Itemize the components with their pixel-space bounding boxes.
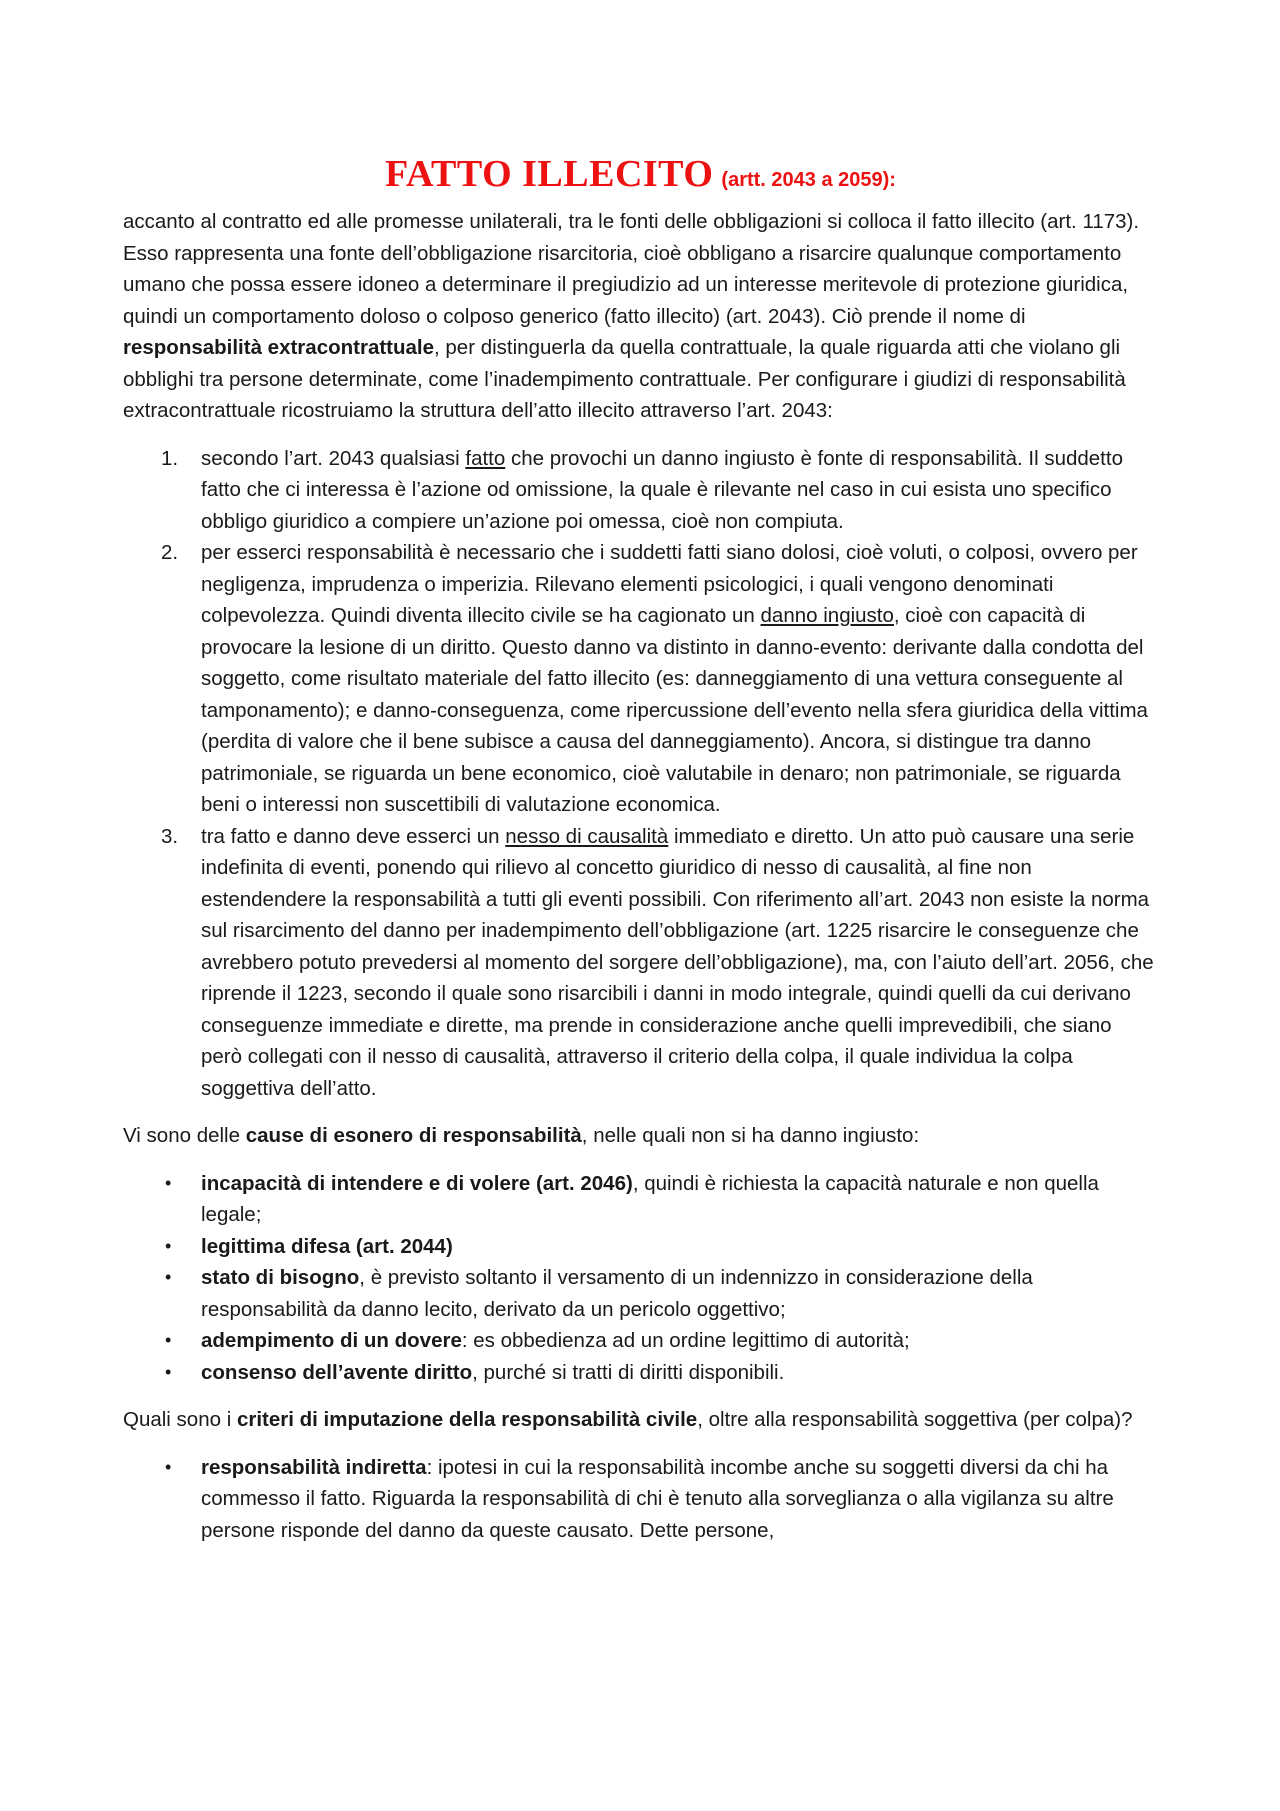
item-text: che provochi un danno ingiusto è fonte di responsabilità. Il suddetto fatto che ci interessa è l’azione od omissione, la quale è rilevante nel caso in cui esista uno specifico obbligo giuridico a compiere un’azione poi omessa, cioè non compiuta. <box>201 446 1123 533</box>
criteri-text-1: Quali sono i <box>123 1408 237 1431</box>
criteri-paragraph <box>123 1404 1158 1436</box>
bullet-text: , è previsto soltanto il versamento di un indennizzo in considerazione della responsabilità da danno lecito, derivato da un pericolo oggettivo; <box>201 1266 1033 1321</box>
list-item <box>123 1231 1158 1263</box>
list-item <box>123 537 1158 821</box>
underlined-term: danno ingiusto <box>760 604 894 627</box>
bullet-icon: • <box>165 1361 172 1382</box>
intro-text-1: accanto al contratto ed alle promesse unilaterali, tra le fonti delle obbligazioni si colloca il fatto illecito (art. 1173). Esso rappresenta una fonte dell’obbligazione risarcitoria, cioè obbligano a risarcire qualunque comportamento umano che possa essere idoneo a determinare il pregiudizio ad un interesse meritevole di protezione giuridica, quindi un comportamento doloso o colposo generico (fatto illecito) (art. 2043). Ciò prende il nome di <box>123 210 1140 328</box>
bullet-text: , quindi è richiesta la capacità naturale e non quella legale; <box>201 1171 1099 1226</box>
list-item <box>123 443 1158 538</box>
list-item <box>123 1262 1158 1325</box>
criteri-text-2: , oltre alla responsabilità soggettiva (per colpa)? <box>697 1408 1133 1431</box>
bullet-icon: • <box>165 1330 172 1350</box>
esonero-text-1: Vi sono delle <box>123 1124 246 1147</box>
numbered-list <box>123 443 1158 1105</box>
item-text: per esserci responsabilità è necessario che i suddetti fatti siano dolosi, cioè voluti, o colposi, ovvero per negligenza, imprudenza o imperizia. Rilevano elementi psicologici, i quali vengono denominati colpevolezza. Quindi diventa illecito civile se ha cagionato un <box>201 541 1138 627</box>
esonero-paragraph <box>123 1120 1158 1152</box>
bullet-icon: • <box>165 1235 172 1256</box>
document-page <box>123 150 1158 1562</box>
list-number: 2. <box>161 541 179 564</box>
intro-text-2: , per distinguerla da quella contrattuale, la quale riguarda atti che violano gli obblighi tra persone determinate, come l’inadempimento contrattuale. Per configurare i giudizi di responsabilità extracontrattuale ricostruiamo la struttura dell’atto illecito attraverso l’art. 2043: <box>123 336 1126 422</box>
item-text: immediato e diretto. Un atto può causare una serie indefinita di eventi, ponendo qui rilievo al concetto giuridico di nesso di causalità, al fine non estendendere la responsabilità a tutti gli eventi possibili. Con riferimento all’art. 2043 non esiste la norma sul risarcimento del danno per inadempimento dell’obbligazione (art. 1225 risarcire le conseguenze che avrebbero potuto prevedersi al momento del sorgere dell’obbligazione), ma, con l’aiuto dell’art. 2056, che riprende il 1223, secondo il quale sono risarcibili i danni in modo integrale, quindi quelli da cui derivano conseguenze immediate e dirette, ma prende in considerazione anche quelli imprevedibili, che siano però collegati con il nesso di causalità, attraverso il criterio della colpa, il quale individua la colpa soggettiva dell’atto. <box>201 824 1154 1100</box>
bullet-bold-term: adempimento di un dovere <box>201 1329 462 1352</box>
criteri-bold-term: criteri di imputazione della responsabilità civile <box>236 1408 698 1431</box>
bullet-text: : ipotesi in cui la responsabilità incombe anche su soggetti diversi da chi ha commesso il fatto. Riguarda la responsabilità di chi è tenuto alla sorveglianza o alla vigilanza su altre persone risponde del danno da queste causato. Dette persone, <box>201 1455 1114 1542</box>
underlined-term: nesso di causalità <box>505 824 669 848</box>
criteri-bullet-list <box>123 1452 1158 1547</box>
intro-bold-term: responsabilità extracontrattuale <box>123 336 435 359</box>
bullet-icon: • <box>165 1456 172 1477</box>
bullet-icon: • <box>165 1267 172 1287</box>
item-text: secondo l’art. 2043 qualsiasi <box>201 446 466 470</box>
bullet-bold-term: incapacità di intendere e di volere (art. 2046) <box>201 1171 633 1195</box>
list-item <box>123 1357 1158 1389</box>
esonero-bullet-list <box>123 1168 1158 1389</box>
bullet-bold-term: consenso dell’avente diritto <box>201 1360 473 1384</box>
document-title <box>123 150 1158 204</box>
list-item <box>123 1325 1158 1357</box>
list-item <box>123 821 1158 1105</box>
list-number: 3. <box>161 824 179 848</box>
bullet-text: , purché si tratti di diritti disponibili. <box>472 1360 785 1384</box>
underlined-term: fatto <box>465 446 506 470</box>
intro-paragraph <box>123 206 1158 427</box>
bullet-text: : es obbedienza ad un ordine legittimo di autorità; <box>461 1329 910 1352</box>
esonero-text-2: , nelle quali non si ha danno ingiusto: <box>581 1124 920 1147</box>
title-subtitle: (artt. 2043 a 2059): <box>721 169 896 191</box>
bullet-bold-term: stato di bisogno <box>201 1266 360 1289</box>
bullet-bold-term: legittima difesa (art. 2044) <box>201 1234 453 1258</box>
bullet-icon: • <box>165 1172 172 1193</box>
item-text: tra fatto e danno deve esserci un <box>201 824 506 848</box>
list-item <box>123 1452 1158 1547</box>
title-main: FATTO ILLECITO <box>385 153 714 195</box>
item-text: , cioè con capacità di provocare la lesione di un diritto. Questo danno va distinto in danno-evento: derivante dalla condotta del soggetto, come risultato materiale del fatto illecito (es: danneggiamento di una vettura conseguente al tamponamento); e danno-conseguenza, come ripercussione dell’evento nella sfera giuridica della vittima (perdita di valore che il bene subisce a causa del danneggiamento). Ancora, si distingue tra danno patrimoniale, se riguarda un bene economico, cioè valutabile in denaro; non patrimoniale, se riguarda beni o interessi non suscettibili di valutazione economica. <box>201 604 1148 816</box>
list-item <box>123 1168 1158 1231</box>
list-number: 1. <box>161 446 179 470</box>
bullet-bold-term: responsabilità indiretta <box>201 1455 427 1479</box>
esonero-bold-term: cause di esonero di responsabilità <box>245 1124 582 1147</box>
